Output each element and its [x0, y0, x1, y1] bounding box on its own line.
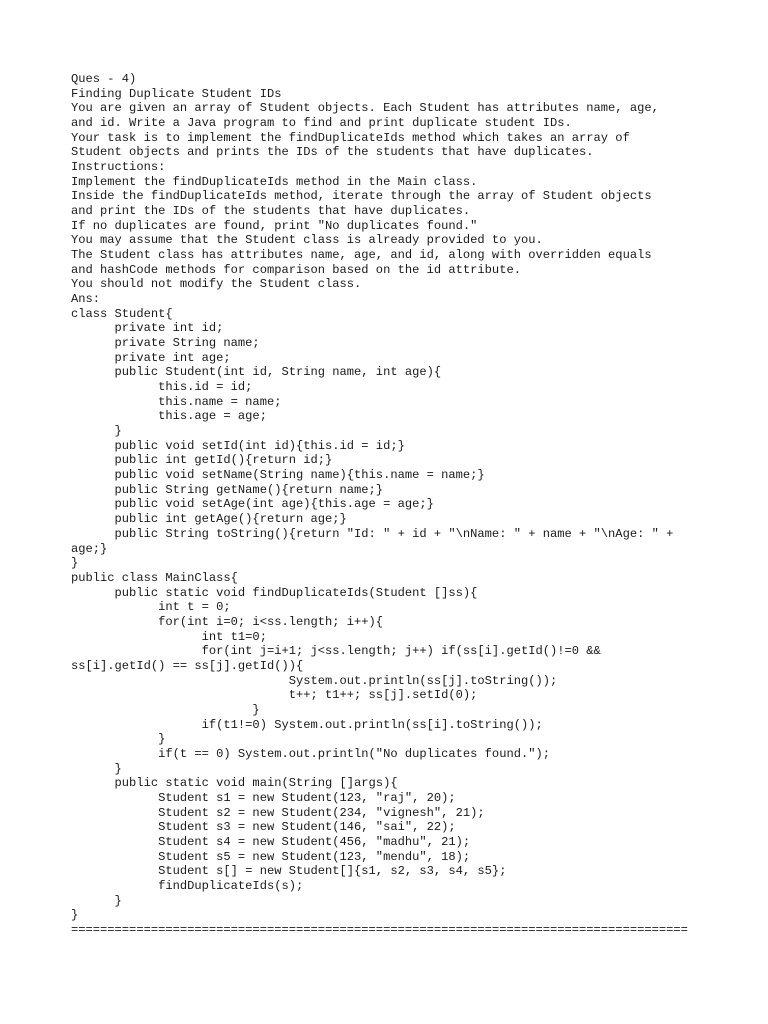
code-line: int t = 0;: [71, 600, 231, 615]
code-line: this.name = name;: [71, 394, 282, 409]
question-line: Inside the findDuplicateIds method, iterate through the array of Student objects: [71, 189, 652, 204]
code-line: Student s1 = new Student(123, "raj", 20);: [71, 790, 456, 805]
question-line: Ques - 4): [71, 72, 137, 86]
code-line: age;}: [71, 541, 108, 556]
code-line: findDuplicateIds(s);: [71, 878, 304, 893]
code-line: for(int j=i+1; j<ss.length; j++) if(ss[i].getId()!=0 &&: [71, 644, 601, 659]
document-content: [71, 72, 711, 938]
code-line: Student s3 = new Student(146, "sai", 22);: [71, 820, 456, 835]
question-line: Ans:: [71, 292, 101, 307]
code-line: private int id;: [71, 321, 224, 336]
code-listing: [71, 307, 711, 923]
question-line: and hashCode methods for comparison based on the id attribute.: [71, 262, 521, 277]
code-line: class Student{: [71, 306, 173, 321]
code-line: Student s2 = new Student(234, "vignesh", 21);: [71, 805, 485, 820]
code-line: this.age = age;: [71, 409, 267, 424]
code-line: private int age;: [71, 350, 231, 365]
question-line: Instructions:: [71, 160, 166, 175]
code-line: }: [71, 761, 122, 776]
question-line: You may assume that the Student class is already provided to you.: [71, 233, 543, 248]
question-text: [71, 72, 711, 307]
code-line: System.out.println(ss[j].toString());: [71, 673, 558, 688]
code-line: public static void findDuplicateIds(Student []ss){: [71, 585, 478, 600]
code-line: if(t1!=0) System.out.println(ss[i].toString());: [71, 717, 543, 732]
question-line: You are given an array of Student objects. Each Student has attributes name, age,: [71, 101, 659, 116]
code-line: public void setId(int id){this.id = id;}: [71, 438, 405, 453]
code-line: private String name;: [71, 336, 260, 351]
code-line: public String toString(){return "Id: " + id + "\nName: " + name + "\nAge: " +: [71, 526, 674, 541]
question-line: and id. Write a Java program to find and print duplicate student IDs.: [71, 116, 572, 131]
code-line: public void setAge(int age){this.age = age;}: [71, 497, 434, 512]
code-line: ss[i].getId() == ss[j].getId()){: [71, 658, 304, 673]
code-line: }: [71, 732, 166, 747]
code-line: public String getName(){return name;}: [71, 482, 384, 497]
code-line: public class MainClass{: [71, 570, 238, 585]
code-line: }: [71, 702, 260, 717]
code-line: public static void main(String []args){: [71, 776, 398, 791]
question-line: Implement the findDuplicateIds method in the Main class.: [71, 174, 478, 189]
code-line: }: [71, 424, 122, 439]
question-line: and print the IDs of the students that have duplicates.: [71, 204, 471, 219]
code-line: public Student(int id, String name, int age){: [71, 365, 442, 380]
code-line: int t1=0;: [71, 629, 267, 644]
code-line: Student s5 = new Student(123, "mendu", 18);: [71, 849, 471, 864]
code-line: Student s4 = new Student(456, "madhu", 21);: [71, 834, 471, 849]
code-line: }: [71, 893, 122, 908]
code-line: if(t == 0) System.out.println("No duplicates found.");: [71, 746, 550, 761]
code-line: Student s[] = new Student[]{s1, s2, s3, s4, s5};: [71, 864, 507, 879]
code-line: for(int i=0; i<ss.length; i++){: [71, 614, 384, 629]
code-line: public int getId(){return id;}: [71, 453, 333, 468]
code-line: public int getAge(){return age;}: [71, 512, 347, 527]
code-line: }: [71, 556, 79, 571]
question-line: Finding Duplicate Student IDs: [71, 86, 282, 101]
code-line: t++; t1++; ss[j].setId(0);: [71, 688, 478, 703]
question-line: Student objects and prints the IDs of the students that have duplicates.: [71, 145, 594, 160]
separator-line: =====================================================================================: [71, 922, 688, 937]
question-line: The Student class has attributes name, age, and id, along with overridden equals: [71, 248, 652, 263]
question-line: You should not modify the Student class.: [71, 277, 362, 292]
code-line: }: [71, 908, 79, 923]
code-line: this.id = id;: [71, 380, 253, 395]
question-line: Your task is to implement the findDuplicateIds method which takes an array of: [71, 130, 630, 145]
question-line: If no duplicates are found, print "No duplicates found.": [71, 218, 478, 233]
code-line: public void setName(String name){this.name = name;}: [71, 468, 485, 483]
